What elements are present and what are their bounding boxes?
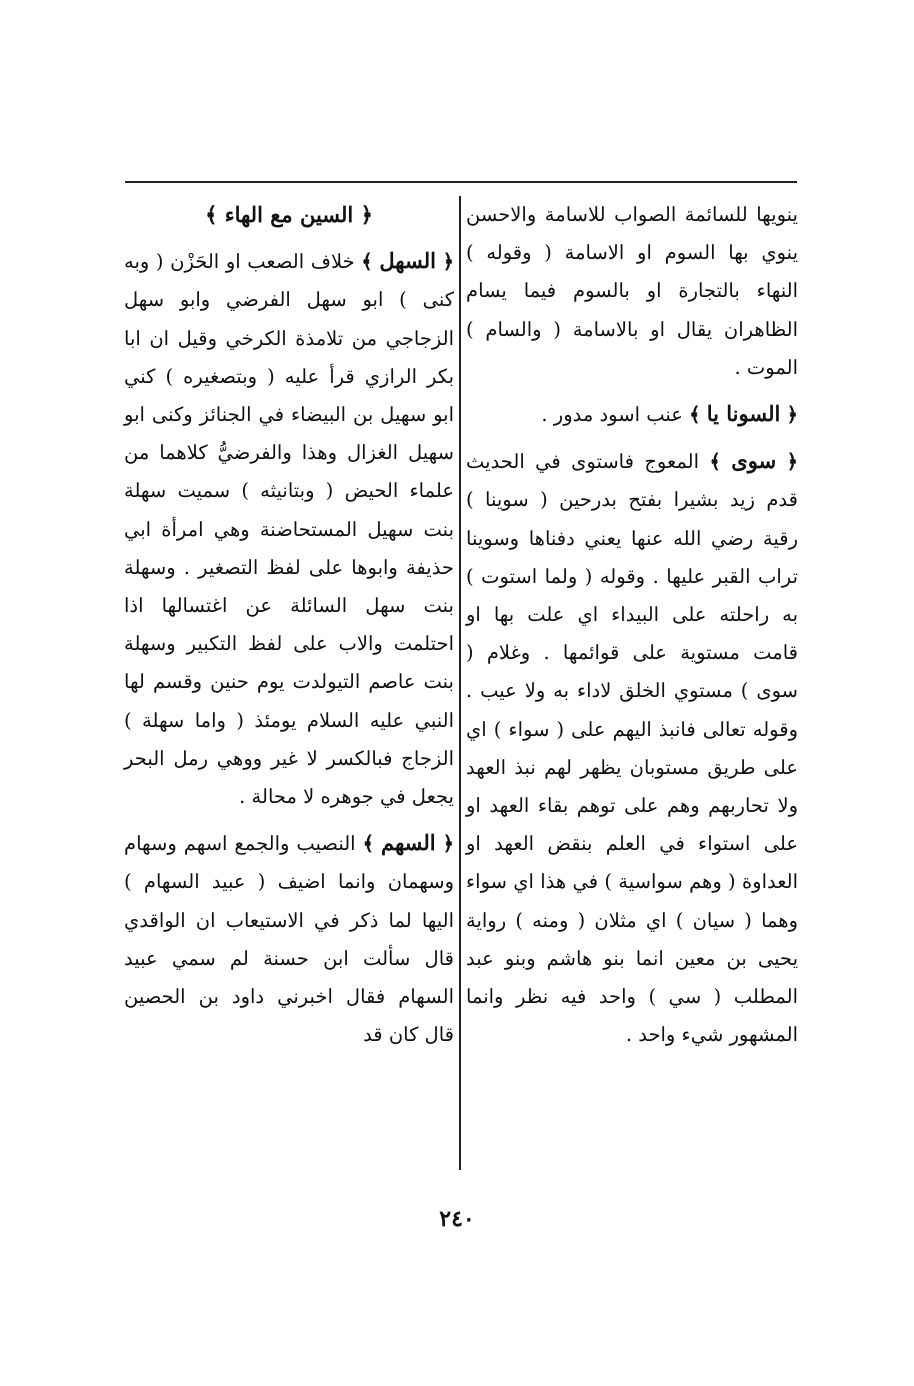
right-column (466, 196, 798, 1054)
ornament-open-bracket: ﴿ (442, 250, 455, 274)
left-column (124, 196, 454, 1054)
entry-text: المعوج فاستوى في الحديث قدم زيد بشيرا بفتح بدرحين ( سوينا ) رقية رضي الله عنها يعني دفناها وسوينا تراب القبر عليها . وقوله ( ولما استوت ) به راحلته على البيداء اي علت بها او قامت مستوية على قوائمها . وغلام ( سوى ) مستوي الخلق لاداء به ولا عيب . وقوله تعالى فانبذ اليهم على ( سواء ) اي على طريق مستوبان يظهر لهم نبذ العهد ولا تحاربهم وهم على توهم بقاء العهد او على استواء في العلم بنقض العهد او العداوة ( وهم سواسية ) في هذا اي سواء وهما ( سيان ) اي مثلان ( ومنه ) رواية يحيى بن معين انما بنو هاشم وبنو عبد المطلب ( سي ) واحد فيه نظر وانما المشهور شيء واحد . (466, 450, 798, 1047)
right-paragraph-3 (466, 442, 798, 1054)
top-rule (125, 181, 797, 183)
headword-sawa: سوى (731, 448, 777, 474)
headword-alsunaya: السونا يا (706, 401, 781, 427)
headword-alsahl: السهل (379, 248, 436, 274)
ornament-close-bracket: ﴾ (689, 403, 701, 427)
ornament-close-bracket: ﴾ (361, 250, 373, 274)
ornament-close-bracket: ﴾ (709, 450, 721, 474)
section-heading-text: السين مع الهاء (224, 202, 354, 227)
page-number: ٢٤٠ (439, 1206, 475, 1232)
ornament-open-bracket: ﴿ (360, 202, 373, 227)
section-heading (124, 196, 454, 234)
ornament-open-bracket: ﴿ (786, 450, 799, 474)
ornament-close-bracket: ﴾ (205, 202, 218, 227)
left-paragraph-1 (124, 242, 454, 816)
right-paragraph-2 (466, 395, 798, 434)
entry-text: النصيب والجمع اسهم وسهام وسهمان وانما اضيف ( عبيد السهام ) اليها لما ذكر في الاستيعاب ان الواقدي قال سألت ابن حسنة لم سمي عبيد السهام فقال اخبرني داود بن الحصين قال كان قد (124, 832, 454, 1047)
ornament-open-bracket: ﴿ (442, 832, 454, 856)
ornament-close-bracket: ﴾ (362, 832, 374, 856)
right-paragraph-1: ينويها للسائمة الصواب للاسامة والاحسن ينوي بها السوم او الاسامة ( وقوله ) النهاء بالتجارة او بالسوم فيما يسام الظاهران يقال او بالاسامة ( والسام ) الموت . (466, 203, 798, 379)
ornament-open-bracket: ﴿ (786, 403, 798, 427)
column-divider (459, 196, 461, 1170)
entry-text: خلاف الصعب او الحَزْن ( وبه كنى ) ابو سهل الفرضي وابو سهل الزجاجي من تلامذة الكرخي وقيل ان ابا بكر الرازي قرأ عليه ( وبتصغيره ) كني ابو سهيل بن البيضاء في الجنائز وكنى ابو سهيل الغزال وهذا والفرضيُّ كلاهما من علماء الحيض ( وبتانيثه ) سميت سهلة بنت سهيل المستحاضنة وهي امرأة ابي حذيفة وابوها على لفظ التصغير . وسهلة بنت سهل السائلة عن اغتسالها اذا احتلمت والاب على لفظ التكبير وسهلة بنت عاصم التيولدت يوم حنين وقسم لها النبي عليه السلام يومئذ ( واما سهلة ) الزجاج فبالكسر لا غير ووهي رمل البحر يجعل في جوهره لا محالة . (124, 250, 454, 809)
left-paragraph-2 (124, 824, 454, 1054)
headword-alsahm: السهم (380, 830, 436, 856)
entry-text: عنب اسود مدور . (541, 403, 683, 427)
